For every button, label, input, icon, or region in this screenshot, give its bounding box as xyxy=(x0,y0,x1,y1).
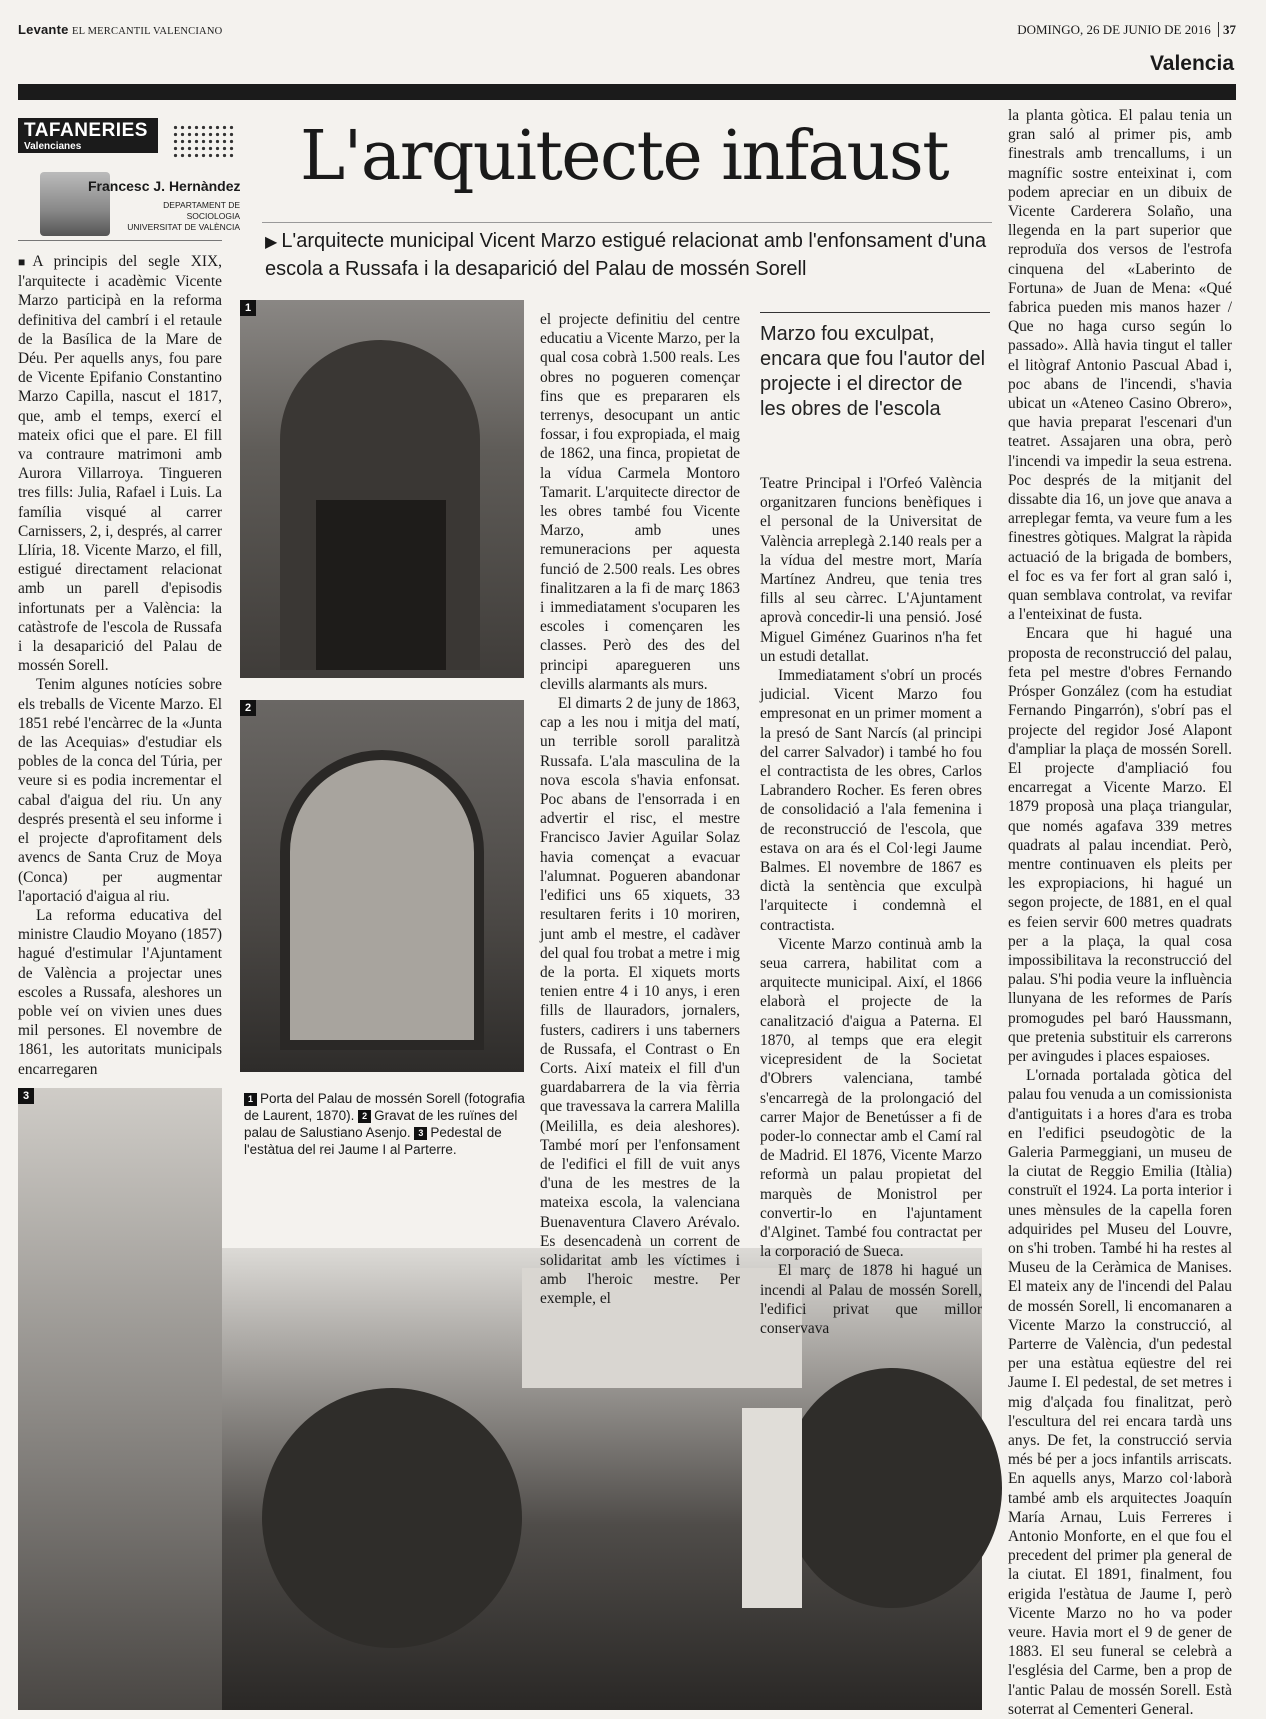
paragraph: L'ornada portalada gòtica del palau fou venuda a un comissionista d'antiguitats i a hores d'ara es troba en l'edifici pseudogòtic de la Galeria Parmeggiani, un museu de la ciutat de Reggio Emilia (Itàlia) construït el 1924. La porta interior i unes mènsules de la capella foren adquirides pel Museu del Louvre, on s'hi troben. També hi ha restes al Museu de la Ceràmica de Manises. El mateix any de l'incendi del Palau de mossén Sorell, li encomanaren a Vicente Marzo la construcció, al Parterre de València, d'un pedestal per una estàtua eqüestre del rei Jaume I. El pedestal, de set metres i mig d'alçada fou finalitzat, però l'escultura del rei encara tardà uns anys. De fet, la construcció servia més bé per a jocs infantils arriscats. En aquells anys, Marzo col·laborà també amb els arquitectes Joaquín María Arnau, Luis Ferreres i Antonio Monforte, en el que fou el precedent del primer pla general de la ciutat. El 1891, finalment, fou erigida l'estàtua de Jaume I, però Vicente Marzo no ho va poder veure. Havia mort el 9 de gener de 1883. El seu funeral se celebrà a l'església del Carme, ben a prop de l'antic Palau de mossén Sorell. Està soterrat al Cementeri General. xyxy=(1008,1067,1232,1718)
caption-number: 1 xyxy=(244,1093,257,1106)
author-dept-line1: DEPARTAMENT DE SOCIOLOGIA xyxy=(163,200,240,221)
paragraph: Encara que hi hagué una proposta de reconstrucció del palau, feta pel mestre d'obres Fernando Prósper González (com ha estudiat Fernando Pingarrón), s'obrí pas el projecte del regidor José Alapont d'ampliar la plaça de mossén Sorell. El projecte d'ampliació fou encarregat a Vicente Marzo. El 1879 proposà una plaça triangular, que només agafava 339 metres quadrats al palau incendiat. Però, mentre continuaven els pleits per les expropiacions, hi hagué un segon projecte, de 1881, en el qual es feien servir 600 metres quadrats per a la plaça, la qual cosa impossibilitava la reconstrucció del palau. S'hi podia veure la influència llunyana de les reformes de París promogudes pel baró Haussmann, que pretenia substituir els carrerons per avingudes i places espaioses. xyxy=(1008,625,1232,1065)
paragraph: El dimarts 2 de juny de 1863, cap a les nou i mitja del matí, un terrible soroll paralitzà Russafa. L'ala masculina de la nova escola s'havia enfonsat. Poc abans de l'ensorrada i en advertir el risc, el mestre Francisco Javier Aguilar Solaz havia començat a evacuar l'alumnat. Pogueren abandonar l'edifici uns 65 xiquets, 33 resultaren ferits i 10 moriren, junt amb el mestre, el cadàver del qual fou trobat a metre i mig de la porta. El xiquets morts tenien entre 4 i 10 anys, i eren fills de llauradors, jornalers, fusters, cadirers i uns taberners de Russafa, el Contrast o En Corts. Així mateix el fill d'un guardabarrera de la via fèrria que travessava la carrera Malilla (Meililla, es deia aleshores). També morí per l'enfonsament de l'edifici el fill de vuit anys d'una de les mestres de la mateixa escola, la valenciana Buenaventura Clavero Arévalo. Es desencadenà un corrent de solidaritat amb les víctimes i amb l'heroic mestre. Per exemple, el xyxy=(540,695,740,1308)
headline-rule xyxy=(262,222,992,223)
article-column-5 xyxy=(1008,106,1232,1718)
article-column-3 xyxy=(540,310,740,1308)
author-dept-line2: UNIVERSITAT DE VALÈNCIA xyxy=(127,222,240,232)
caption-text-2: Gravat de les ruïnes del palau de Salustiano Asenjo. xyxy=(244,1108,518,1140)
logo-dot-pattern xyxy=(172,124,236,158)
paragraph: Teatre Principal i l'Orfeó València organitzaren funcions benèfiques i el personal de la Universitat de València arreplegà 2.140 reals per a la vídua del mestre mort, María Martínez Andreu, que tenia tres fills al seu càrrec. L'Ajuntament aprovà concedir-li una pensió. José Miguel Giménez Guarinos n'ha fet un estudi detallat. xyxy=(760,475,982,665)
engraving-palace-ruins xyxy=(240,700,524,1072)
article-column-4 xyxy=(760,474,982,1337)
subheadline xyxy=(265,228,995,282)
caption-text-3: Pedestal de l'estàtua del rei Jaume I al Parterre. xyxy=(244,1125,502,1157)
photo-parterre-left xyxy=(18,1088,222,1710)
figure-number: 1 xyxy=(240,300,256,316)
section-title: Valencia xyxy=(1149,52,1234,75)
column-logo xyxy=(18,118,232,166)
page-number: 37 xyxy=(1218,22,1236,37)
figure-number: 3 xyxy=(18,1088,34,1104)
header-rule xyxy=(18,84,1236,100)
issue-date: DOMINGO, 26 DE JUNIO DE 2016 xyxy=(1017,22,1211,37)
brand-name: Levante xyxy=(18,22,69,37)
tree-shape xyxy=(782,1368,1002,1608)
author-rule xyxy=(18,240,222,241)
paragraph: La reforma educativa del ministre Claudio Moyano (1857) hagué d'estimular l'Ajuntament de València a projectar unes escoles a Russafa, aleshores un poble veí on vivien unes dues mil persones. El novembre de 1861, les autoritats municipals encarregaren xyxy=(18,906,222,1078)
paragraph: la planta gòtica. El palau tenia un gran saló al primer pis, amb finestrals amb trencallums, i un magnífic sostre enteixinat i, com podem apreciar en un dibuix de Vicente Carderera Solaño, una llegenda en la part superior que reproduïa dos versos de l'estrofa cinquena del «Laberinto de Fortuna» de Juan de Mena: «Qué fabrica pueden mis manos hazer / Que no haga curso según lo passado». Allà havia tingut el taller el litògraf Antonio Pascual Abad i, poc abans de l'incendi, s'havia ubicat un «Ateneo Casino Obrero», que havia preparat l'escenari d'un teatret. Assajaren una obra, però l'incendi va impedir la seua estrena. Poc després de la mitjanit del dissabte dia 16, un jove que anava a arreplegar femta, va veure fum a les finestres gòtiques. Malgrat la ràpida actuació de la brigada de bombers, el foc es va fer fort al gran saló i, quan semblava controlat, va revifar a l'enteixinat de fusta. xyxy=(1008,107,1232,624)
logo-title: TAFANERIES xyxy=(24,120,148,141)
article-column-1 xyxy=(18,252,222,1078)
photo-palace-door xyxy=(240,300,524,678)
pull-quote: Marzo fou exculpat, encara que fou l'autor del projecte i el director de les obres de l'escola xyxy=(760,323,986,420)
door-shape xyxy=(316,500,446,670)
brand-sub: EL MERCANTIL VALENCIANO xyxy=(71,26,223,37)
paragraph-text: A principis del segle XIX, l'arquitecte i acadèmic Vicente Marzo participà en la reforma definitiva del cambrí i el retaule de la Basílica de la Mare de Déu. Per aquells anys, fou pare de Vicente Epifanio Constantino Marzo Capilla, nascut el 1817, que, amb el temps, exercí el mateix ofici que el pare. El fill va contraure matrimoni amb Aurora Villarroya. Tingueren tres fills: Julia, Rafael i Luis. La família visqué al carrer Carnissers, 2, i, després, al carrer Llíria, 18. Vicente Marzo, el fill, estigué directament relacionat amb un parell d'episodis infortunats per a València: la catàstrofe de l'escola de Russafa i la desaparició del Palau de mossén Sorell. xyxy=(18,253,222,675)
paragraph: Vicente Marzo continuà amb la seua carrera, habilitat com a arquitecte municipal. Així, el 1866 elaborà el projecte de la canalització d'aigua a Paterna. El 1870, al temps que era elegit vicepresident de la Societat d'Obrers valenciana, també s'encarregà de la prolongació del carrer Major de Benetússer a fi de poder-lo connectar amb el Camí ral de Madrid. El 1876, Vicente Marzo reformà un palau propietat del marquès de Monistrol per convertir-lo en l'ajuntament d'Alginet. També fou contractat per la corporació de Sueca. xyxy=(760,935,982,1261)
subheadline-text: L'arquitecte municipal Vicent Marzo estigué relacionat amb l'enfonsament d'una escola a Russafa i la desaparició del Palau de mossén Sorell xyxy=(265,230,987,280)
tree-shape xyxy=(262,1388,522,1648)
caption-text-1: Porta del Palau de mossén Sorell (fotografia de Laurent, 1870). xyxy=(244,1091,525,1123)
caption-number: 3 xyxy=(414,1127,427,1140)
pedestal-shape xyxy=(742,1408,802,1608)
logo-subtitle: Valencianes xyxy=(24,141,82,152)
masthead-brand xyxy=(18,22,222,38)
author-name: Francesc J. Hernàndez xyxy=(88,178,241,194)
paragraph: Immediatament s'obrí un procés judicial. Vicent Marzo fou empresonat en un primer moment a la presó de Sant Narcís (al principi del carrer Salvador) i també ho fou el contractista de les obres, Carlos Labrandero Rocher. Es feren obres de consolidació a l'ala femenina i de reconstrucció de l'escola, que estava on ara és el Col·legi Jaume Balmes. El novembre de 1867 es dictà la sentència que exculpà l'arquitecte i condemnà el contractista. xyxy=(760,667,982,934)
paragraph: Tenim algunes notícies sobre els treballs de Vicente Marzo. El 1851 rebé l'encàrrec de la «Junta de las Acequias» d'estudiar els pobles de la conca del Túria, per veure si es podia incrementar el cabal d'aigua del riu. Un any després presentà el seu informe i el projecte d'aprofitament dels avencs de Santa Cruz de Moya (Conca) per augmentar l'aportació d'aigua al riu. xyxy=(18,676,222,905)
square-bullet-icon: ■ xyxy=(18,255,33,269)
paragraph: el projecte definitiu del centre educatiu a Vicente Marzo, per la qual cosa cobrà 1.500 reals. Les obres no pogueren començar fins que es prepararen els terrenys, desocupant un antic fossar, i fou expropiada, el maig de 1862, una finca, propietat de la vídua Carmela Montoro Tamarit. L'arquitecte director de les obres també fou Vicente Marzo, amb unes remuneracions per aquesta funció de 2.500 reals. Les obres finalitzaren a la fi de març 1863 i immediatament s'ocuparen les escoles i començaren les classes. Però des des del principi aparegueren uns clevills alarmants als murs. xyxy=(540,311,740,693)
ruined-arch-shape xyxy=(280,750,484,1050)
paragraph: El març de 1878 hi hagué un incendi al Palau de mossén Sorell, l'edifici privat que millor conservava xyxy=(760,1262,982,1337)
headline: L'arquitecte infaust xyxy=(300,117,949,196)
author-affiliation xyxy=(110,200,240,233)
figure-number: 2 xyxy=(240,700,256,716)
caption-number: 2 xyxy=(358,1110,371,1123)
triangle-bullet-icon: ▶ xyxy=(265,234,278,251)
paragraph xyxy=(18,252,222,675)
pullquote-rule xyxy=(760,312,990,313)
figure-caption xyxy=(244,1090,528,1158)
masthead-date xyxy=(1017,22,1236,38)
